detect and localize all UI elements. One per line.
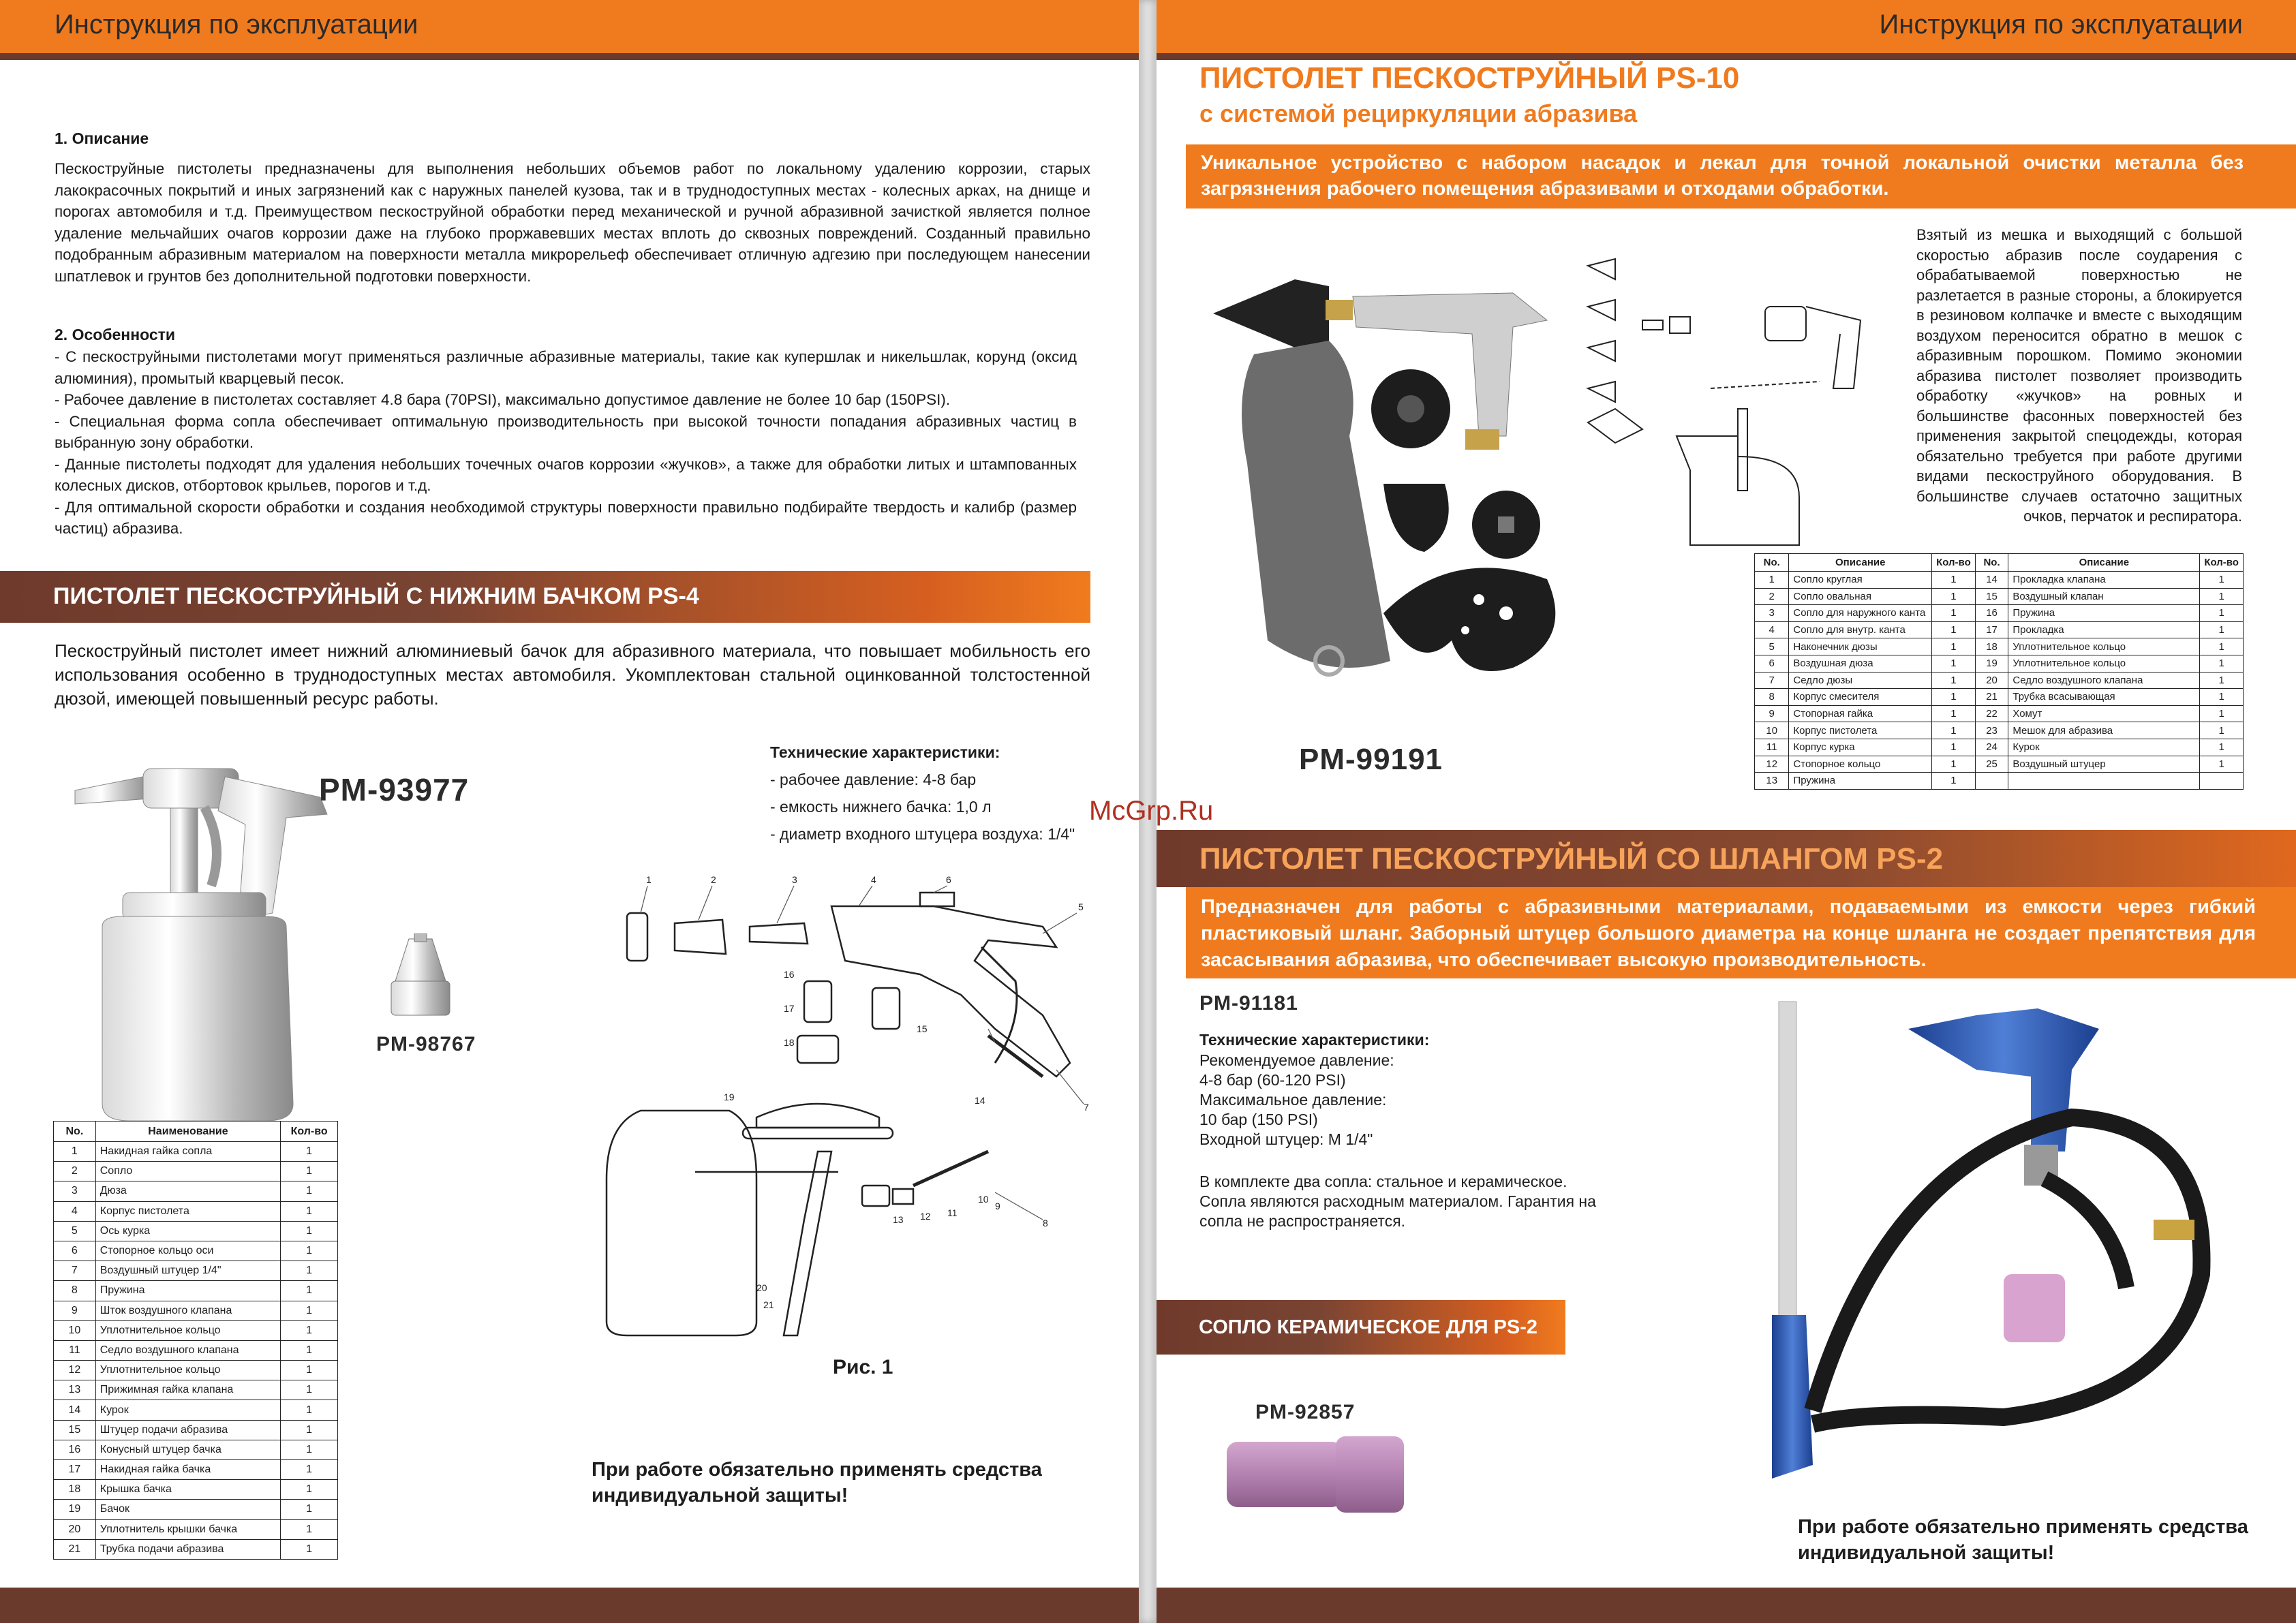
table-row xyxy=(1755,739,2244,756)
table-row xyxy=(54,1221,338,1241)
table-cell: Уплотнительное кольцо xyxy=(95,1361,280,1380)
ps2-spec-line: 4-8 бар (60-120 PSI) xyxy=(1199,1071,1346,1089)
table-row xyxy=(1755,722,2244,739)
table-cell: 2 xyxy=(54,1162,96,1181)
table-cell: Наконечник дюзы xyxy=(1789,638,1932,655)
table-cell: 1 xyxy=(2200,621,2244,638)
ps4-spec-inlet: - диаметр входного штуцера воздуха: 1/4" xyxy=(770,825,1075,843)
table-cell: 11 xyxy=(1755,739,1789,756)
table-cell: 22 xyxy=(1975,705,2008,722)
table-cell: 1 xyxy=(2200,638,2244,655)
table-cell: 15 xyxy=(54,1420,96,1440)
ps10-description: Взятый из мешка и выходящий с большой скоростью абразив после соударения с обрабатываемой поверхностью не разлетается в разные стороны, а блокируется в резиновом колпачке и вместе с выходящим воздухом переносится обратно в мешок с абразивным порошком. Помимо экономии абразива пистолет позволяет производить обработку «жучков» на ровных и большинстве фасонных поверхностей без применения закрытой спецодежды, которая обязательно требуется при работе другими видами пескоструйного оборудования. В большинстве случаев остаточно защитных очков, перчаток и респиратора. xyxy=(1916,226,2242,525)
ps4-section-bar xyxy=(0,571,1090,623)
table-cell: 19 xyxy=(1975,655,2008,672)
table-cell: 1 xyxy=(2200,588,2244,605)
table-cell: 15 xyxy=(1975,588,2008,605)
col-header: Кол-во xyxy=(2200,554,2244,572)
table-cell: Шток воздушного клапана xyxy=(95,1301,280,1320)
table-cell: Сопло для наружного канта xyxy=(1789,605,1932,622)
features-heading: 2. Особенности xyxy=(55,326,176,343)
table-row xyxy=(54,1281,338,1301)
table-cell: 1 xyxy=(281,1261,338,1281)
right-header-title: Инструкция по эксплуатации xyxy=(1879,10,2243,40)
table-cell: 1 xyxy=(1932,588,1976,605)
table-row xyxy=(1755,705,2244,722)
ps2-tech-heading: Технические характеристики: xyxy=(1199,1031,1430,1049)
ps2-spec-line: 10 бар (150 PSI) xyxy=(1199,1111,1318,1128)
table-cell: Дюза xyxy=(95,1181,280,1201)
svg-text:7: 7 xyxy=(1084,1102,1089,1113)
table-cell: Курок xyxy=(95,1400,280,1420)
svg-text:13: 13 xyxy=(893,1214,904,1225)
table-cell: Воздушная дюза xyxy=(1789,655,1932,672)
table-cell: 1 xyxy=(1932,572,1976,589)
table-cell: 1 xyxy=(281,1420,338,1440)
left-footer-bar xyxy=(0,1588,1148,1623)
table-cell: 1 xyxy=(1932,655,1976,672)
table-cell: Стопорное кольцо оси xyxy=(95,1241,280,1261)
ceramic-nozzle-photo xyxy=(1220,1431,1411,1519)
feature-item: - С пескоструйными пистолетами могут применяться различные абразивные материалы, такие как купершлак и никельшлак, корунд (оксид алюминия), промытый кварцевый песок. xyxy=(55,348,1077,387)
table-row xyxy=(54,1480,338,1500)
svg-text:15: 15 xyxy=(917,1023,928,1034)
ps4-parts-table xyxy=(53,1121,338,1560)
svg-text:11: 11 xyxy=(947,1207,958,1218)
ps4-tech-heading: Технические характеристики: xyxy=(770,743,1000,761)
svg-text:3: 3 xyxy=(792,874,797,885)
table-row xyxy=(1755,672,2244,689)
table-cell: 1 xyxy=(281,1480,338,1500)
table-cell: 1 xyxy=(281,1460,338,1480)
table-row xyxy=(54,1361,338,1380)
left-header-title: Инструкция по эксплуатации xyxy=(55,10,418,40)
table-cell xyxy=(2200,773,2244,790)
table-cell: Корпус пистолета xyxy=(1789,722,1932,739)
figure-label: Рис. 1 xyxy=(833,1356,893,1378)
ps4-safety-warning xyxy=(592,1457,1042,1509)
table-cell: 1 xyxy=(2200,705,2244,722)
table-cell: 1 xyxy=(281,1221,338,1241)
col-header: Описание xyxy=(2008,554,2200,572)
table-cell: 1 xyxy=(2200,655,2244,672)
table-row xyxy=(54,1539,338,1559)
table-cell: Уплотнитель крышки бачка xyxy=(95,1519,280,1539)
table-cell: 1 xyxy=(1932,773,1976,790)
ps10-title: ПИСТОЛЕТ ПЕСКОСТРУЙНЫЙ PS-10 xyxy=(1199,61,1740,95)
table-row xyxy=(1755,773,2244,790)
table-cell: Хомут xyxy=(2008,705,2200,722)
table-cell: Воздушный штуцер 1/4" xyxy=(95,1261,280,1281)
ps4-description: Пескоструйный пистолет имеет нижний алюминиевый бачок для абразивного материала, что повышает мобильность его использования особенно в труднодоступных местах автомобиля. Укомплектован стальной оцинкованной толстостенной дюзой, имеющей повышенный ресурс работы. xyxy=(55,640,1090,709)
table-row xyxy=(54,1420,338,1440)
table-cell: 5 xyxy=(54,1221,96,1241)
table-cell: 1 xyxy=(2200,605,2244,622)
table-cell: 1 xyxy=(281,1281,338,1301)
table-cell: Пружина xyxy=(1789,773,1932,790)
table-cell: 1 xyxy=(281,1539,338,1559)
warning-line: При работе обязательно применять средства xyxy=(592,1459,1042,1481)
table-row xyxy=(54,1500,338,1519)
table-cell: 17 xyxy=(54,1460,96,1480)
table-cell: Седло дюзы xyxy=(1789,672,1932,689)
right-header-strip xyxy=(1148,53,2296,60)
table-cell: Трубка подачи абразива xyxy=(95,1539,280,1559)
table-cell: Бачок xyxy=(95,1500,280,1519)
svg-text:19: 19 xyxy=(724,1092,735,1102)
table-cell: Корпус пистолета xyxy=(95,1201,280,1221)
table-cell: 19 xyxy=(54,1500,96,1519)
table-cell: 20 xyxy=(54,1519,96,1539)
ps2-spec-line: Максимальное давление: xyxy=(1199,1091,1387,1109)
table-cell: 1 xyxy=(2200,722,2244,739)
watermark: McGrp.Ru xyxy=(1089,796,1214,826)
table-cell: 5 xyxy=(1755,638,1789,655)
svg-text:5: 5 xyxy=(1078,901,1084,912)
table-cell: 1 xyxy=(281,1380,338,1400)
table-cell: 1 xyxy=(1932,722,1976,739)
table-cell: Сопло овальная xyxy=(1789,588,1932,605)
table-cell: Корпус смесителя xyxy=(1789,689,1932,706)
table-cell: 1 xyxy=(2200,672,2244,689)
table-cell: 1 xyxy=(1755,572,1789,589)
ps2-spec-line: Рекомендуемое давление: xyxy=(1199,1051,1394,1069)
table-cell: 6 xyxy=(1755,655,1789,672)
table-row xyxy=(54,1261,338,1281)
table-cell: Крышка бачка xyxy=(95,1480,280,1500)
feature-item: - Данные пистолеты подходят для удаления небольших точечных очагов коррозии «жучков», а также для обработки литых и штампованных колесных дисков, отбортовок крыльев, порогов и т.д. xyxy=(55,455,1077,494)
table-cell: 6 xyxy=(54,1241,96,1261)
col-header: No. xyxy=(54,1122,96,1142)
svg-text:4: 4 xyxy=(871,874,876,885)
table-cell: 1 xyxy=(281,1519,338,1539)
ps2-section-title: ПИСТОЛЕТ ПЕСКОСТРУЙНЫЙ СО ШЛАНГОМ PS-2 xyxy=(1199,842,1944,876)
table-cell: Прокладка xyxy=(2008,621,2200,638)
table-cell: 14 xyxy=(54,1400,96,1420)
table-cell xyxy=(1975,773,2008,790)
table-cell: 21 xyxy=(54,1539,96,1559)
table-cell: Курок xyxy=(2008,739,2200,756)
feature-item: - Для оптимальной скорости обработки и создания необходимой структуры поверхности правильно подбирайте твердость и калибр (размер частиц) абразива. xyxy=(55,498,1077,537)
table-cell: 1 xyxy=(1932,705,1976,722)
table-cell: Сопло xyxy=(95,1162,280,1181)
table-cell: 20 xyxy=(1975,672,2008,689)
ps4-spec-pressure: - рабочее давление: 4-8 бар xyxy=(770,771,977,788)
warning-line: индивидуальной защиты! xyxy=(1798,1542,2055,1564)
svg-text:6: 6 xyxy=(946,874,951,885)
table-cell: 1 xyxy=(1932,739,1976,756)
ps10-subtitle: с системой рециркуляции абразива xyxy=(1199,99,1638,127)
table-cell: Седло воздушного клапана xyxy=(2008,672,2200,689)
ps2-spec-line: Входной штуцер: M 1/4" xyxy=(1199,1130,1373,1148)
table-cell: 4 xyxy=(1755,621,1789,638)
table-row xyxy=(54,1400,338,1420)
table-cell: 1 xyxy=(281,1440,338,1459)
table-row xyxy=(54,1340,338,1360)
feature-item: - Специальная форма сопла обеспечивает оптимальную производительность при высокой точности попадания абразивных частиц в выбранную зону обработки. xyxy=(55,412,1077,451)
table-cell: 1 xyxy=(281,1241,338,1261)
table-cell: Стопорная гайка xyxy=(1789,705,1932,722)
table-cell: Стопорное кольцо xyxy=(1789,756,1932,773)
table-cell: Пружина xyxy=(2008,605,2200,622)
table-cell: Сопло для внутр. канта xyxy=(1789,621,1932,638)
table-cell: 1 xyxy=(281,1340,338,1360)
table-cell: Уплотнительное кольцо xyxy=(2008,638,2200,655)
svg-text:18: 18 xyxy=(784,1037,795,1048)
table-cell: 9 xyxy=(54,1301,96,1320)
table-cell: 1 xyxy=(54,1142,96,1162)
table-cell: 1 xyxy=(2200,572,2244,589)
table-cell: Накидная гайка сопла xyxy=(95,1142,280,1162)
col-header: No. xyxy=(1975,554,2008,572)
table-cell: Мешок для абразива xyxy=(2008,722,2200,739)
table-cell xyxy=(2008,773,2200,790)
table-cell: Конусный штуцер бачка xyxy=(95,1440,280,1459)
svg-text:16: 16 xyxy=(784,969,795,980)
table-cell: 16 xyxy=(1975,605,2008,622)
table-cell: 1 xyxy=(1932,756,1976,773)
table-cell: Трубка всасывающая xyxy=(2008,689,2200,706)
table-cell: 10 xyxy=(54,1320,96,1340)
features-list xyxy=(55,346,1077,540)
table-cell: 23 xyxy=(1975,722,2008,739)
table-cell: Ось курка xyxy=(95,1221,280,1241)
ceramic-model-number: PM-92857 xyxy=(1255,1401,1356,1423)
col-header: Наименование xyxy=(95,1122,280,1142)
warning-line: При работе обязательно применять средства xyxy=(1798,1516,2248,1538)
warning-line: индивидуальной защиты! xyxy=(592,1485,848,1506)
col-header: Описание xyxy=(1789,554,1932,572)
table-cell: 1 xyxy=(281,1162,338,1181)
table-row xyxy=(54,1142,338,1162)
table-cell: 4 xyxy=(54,1201,96,1221)
table-row xyxy=(1755,572,2244,589)
svg-text:14: 14 xyxy=(975,1095,985,1106)
ps2-banner-text: Предназначен для работы с абразивными материалами, подаваемыми из емкости через гибкий пластиковый шланг. Заборный штуцер большого диаметра на конце шланга не создает препятствия для засасывания абразива, что обеспечивает высокую производительность. xyxy=(1201,896,2256,971)
table-cell: 1 xyxy=(1932,638,1976,655)
table-cell: 25 xyxy=(1975,756,2008,773)
ceramic-section-title: СОПЛО КЕРАМИЧЕСКОЕ ДЛЯ PS-2 xyxy=(1199,1316,1538,1338)
table-row xyxy=(1755,605,2244,622)
table-cell: 1 xyxy=(2200,689,2244,706)
feature-item: - Рабочее давление в пистолетах составляет 4.8 бара (70PSI), максимально допустимое давление не более 10 бар (150PSI). xyxy=(55,391,951,408)
svg-text:17: 17 xyxy=(784,1003,795,1014)
svg-text:21: 21 xyxy=(763,1299,774,1310)
ps2-safety-warning xyxy=(1798,1514,2248,1566)
table-cell: 1 xyxy=(281,1142,338,1162)
table-row xyxy=(1755,756,2244,773)
table-row xyxy=(54,1241,338,1261)
col-header: Кол-во xyxy=(1932,554,1976,572)
table-cell: 1 xyxy=(1932,621,1976,638)
table-cell: Прижимная гайка клапана xyxy=(95,1380,280,1400)
svg-text:2: 2 xyxy=(711,874,716,885)
svg-text:8: 8 xyxy=(1043,1218,1048,1228)
table-cell: 12 xyxy=(54,1361,96,1380)
table-cell: 9 xyxy=(1755,705,1789,722)
table-cell: Уплотнительное кольцо xyxy=(2008,655,2200,672)
table-cell: 16 xyxy=(54,1440,96,1459)
ps10-gun-photo xyxy=(1193,259,1615,695)
table-row xyxy=(54,1201,338,1221)
nozzle-photo xyxy=(383,933,458,1022)
table-cell: 1 xyxy=(281,1181,338,1201)
ps10-exploded-diagram xyxy=(1574,252,1874,552)
table-cell: 1 xyxy=(1932,605,1976,622)
ceramic-section-bar xyxy=(1157,1300,1565,1355)
svg-text:9: 9 xyxy=(995,1201,1000,1211)
ps4-gun-photo xyxy=(61,749,361,1131)
table-cell: 1 xyxy=(2200,756,2244,773)
table-cell: 3 xyxy=(1755,605,1789,622)
table-cell: Накидная гайка бачка xyxy=(95,1460,280,1480)
table-cell: 11 xyxy=(54,1340,96,1360)
ps2-note-line: сопла не распространяется. xyxy=(1199,1212,1406,1230)
table-cell: Уплотнительное кольцо xyxy=(95,1320,280,1340)
svg-text:10: 10 xyxy=(978,1194,989,1205)
table-row xyxy=(1755,588,2244,605)
ps2-note-line: В комплекте два сопла: стальное и керамическое. xyxy=(1199,1173,1567,1190)
table-cell: 1 xyxy=(281,1400,338,1420)
description-text: Пескоструйные пистолеты предназначены для выполнения небольших объемов работ по локальному удалению коррозии, старых лакокрасочных покрытий и иных загрязнений как с наружных панелей кузова, так и в труднодоступных местах - колесных арках, на днище и порогах автомобиля и т.д. Преимуществом пескоструйной обработки перед механической и ручной абразивной зачисткой является полное удаление мельчайших очагов коррозии даже на глубоко проржавевших местах вплоть до сквозных повреждений. Созданный правильно подобранным абразивным материалом на поверхности металла микрорельеф обеспечивает отличную адгезию при последующем нанесении шпатлевок и грунтов без дополнительной подготовки поверхности. xyxy=(55,160,1090,285)
table-cell: Сопло круглая xyxy=(1789,572,1932,589)
ps2-gun-with-hose-photo xyxy=(1731,988,2263,1519)
table-cell: Седло воздушного клапана xyxy=(95,1340,280,1360)
table-cell: 1 xyxy=(281,1500,338,1519)
svg-text:12: 12 xyxy=(920,1211,931,1222)
table-cell: Прокладка клапана xyxy=(2008,572,2200,589)
table-cell: 1 xyxy=(281,1301,338,1320)
ps2-note-line: Сопла являются расходным материалом. Гарантия на xyxy=(1199,1192,1596,1210)
ps2-tech-specs xyxy=(1199,1051,1394,1149)
table-cell: Штуцер подачи абразива xyxy=(95,1420,280,1440)
table-cell: 8 xyxy=(1755,689,1789,706)
table-cell: 7 xyxy=(54,1261,96,1281)
ps2-banner xyxy=(1186,887,2296,978)
table-cell: 1 xyxy=(1932,689,1976,706)
ps10-parts-table xyxy=(1754,553,2244,790)
table-row xyxy=(54,1380,338,1400)
table-cell: 1 xyxy=(281,1361,338,1380)
table-cell: 13 xyxy=(54,1380,96,1400)
ps4-spec-capacity: - емкость нижнего бачка: 1,0 л xyxy=(770,798,992,816)
ps10-model-number: PM-99191 xyxy=(1299,743,1443,776)
table-row xyxy=(1755,655,2244,672)
svg-text:1: 1 xyxy=(646,874,652,885)
table-cell: 1 xyxy=(2200,739,2244,756)
ps4-section-title: ПИСТОЛЕТ ПЕСКОСТРУЙНЫЙ С НИЖНИМ БАЧКОМ PS-4 xyxy=(53,583,699,609)
ps10-banner xyxy=(1186,144,2296,208)
table-cell: 17 xyxy=(1975,621,2008,638)
ps2-kit-note xyxy=(1199,1172,1596,1231)
table-row xyxy=(54,1460,338,1480)
left-header-bar xyxy=(0,0,1148,53)
table-cell: 12 xyxy=(1755,756,1789,773)
description-heading: 1. Описание xyxy=(55,129,149,147)
table-row xyxy=(54,1519,338,1539)
table-cell: 21 xyxy=(1975,689,2008,706)
table-row xyxy=(1755,638,2244,655)
ps4-tech-specs xyxy=(770,766,1075,848)
nozzle-model-number: PM-98767 xyxy=(376,1033,476,1055)
svg-text:20: 20 xyxy=(756,1282,767,1293)
table-cell: 18 xyxy=(1975,638,2008,655)
col-header: Кол-во xyxy=(281,1122,338,1142)
table-cell: 13 xyxy=(1755,773,1789,790)
table-cell: 3 xyxy=(54,1181,96,1201)
table-row xyxy=(54,1162,338,1181)
table-row xyxy=(54,1301,338,1320)
ps10-banner-text: Уникальное устройство с набором насадок и лекал для точной локальной очистки металла без загрязнения рабочего помещения абразивами и отходами обработки. xyxy=(1201,152,2244,200)
table-cell: 10 xyxy=(1755,722,1789,739)
table-cell: 14 xyxy=(1975,572,2008,589)
table-cell: 18 xyxy=(54,1480,96,1500)
col-header: No. xyxy=(1755,554,1789,572)
right-header-bar xyxy=(1148,0,2296,53)
table-cell: Воздушный штуцер xyxy=(2008,756,2200,773)
table-row xyxy=(54,1320,338,1340)
table-cell: 2 xyxy=(1755,588,1789,605)
table-cell: Пружина xyxy=(95,1281,280,1301)
ps4-model-number: PM-93977 xyxy=(319,772,470,807)
table-row xyxy=(1755,621,2244,638)
left-header-strip xyxy=(0,53,1148,60)
ps2-model-number: PM-91181 xyxy=(1199,992,1298,1015)
table-cell: 1 xyxy=(1932,672,1976,689)
right-footer-bar xyxy=(1148,1588,2296,1623)
table-cell: Воздушный клапан xyxy=(2008,588,2200,605)
ps4-exploded-diagram xyxy=(552,865,1111,1390)
table-cell: 8 xyxy=(54,1281,96,1301)
table-row xyxy=(54,1181,338,1201)
table-cell: Корпус курка xyxy=(1789,739,1932,756)
table-row xyxy=(1755,689,2244,706)
table-cell: 1 xyxy=(281,1201,338,1221)
table-cell: 1 xyxy=(281,1320,338,1340)
table-cell: 7 xyxy=(1755,672,1789,689)
table-cell: 24 xyxy=(1975,739,2008,756)
table-row xyxy=(54,1440,338,1459)
